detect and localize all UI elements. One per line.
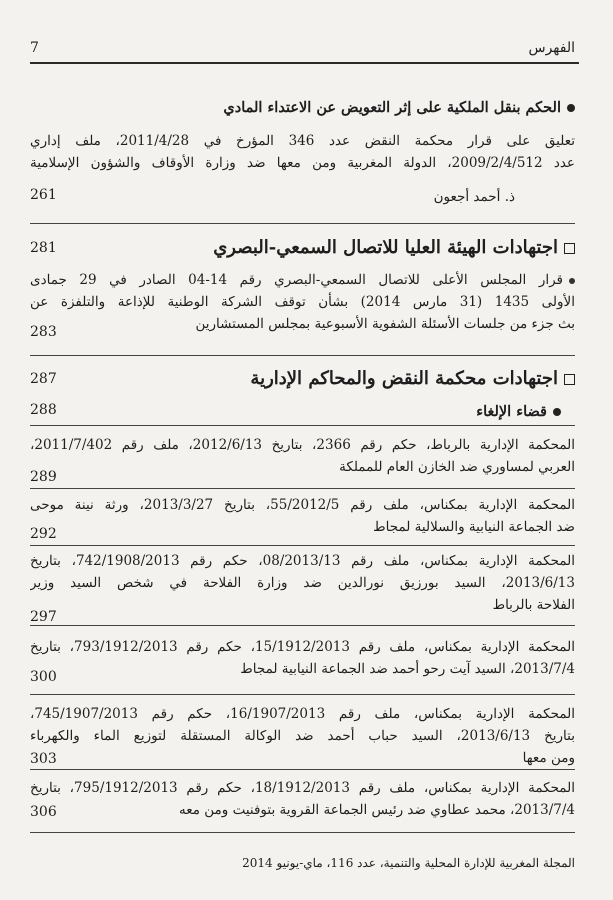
toc-section-3 — [30, 365, 575, 393]
running-title: الفهرس — [528, 40, 575, 56]
subsection-heading: قضاء الإلغاء — [30, 401, 575, 423]
page-header — [30, 36, 575, 64]
toc-entry-1 — [30, 97, 575, 119]
entry-line: الفلاحة بالرباط — [492, 597, 575, 613]
section-divider — [30, 223, 575, 224]
page-ref: 297 — [30, 609, 57, 625]
entry-divider — [30, 625, 575, 626]
page-ref: 289 — [30, 469, 57, 485]
entry-line: 2013/6/13، السيد بورزيق نورالدين ضد وزارة الفلاحة في شخص السيد وزير — [30, 575, 575, 591]
entry-heading: الحكم بنقل الملكية على إثر التعويض عن الاعتداء المادي — [30, 97, 575, 119]
page-ref: 261 — [30, 187, 57, 203]
entry-line: 2013/7/4، محمد عطاوي ضد رئيس الجماعة القروية بتوفنيت ومن معه — [178, 802, 575, 818]
journal-footer: المجلة المغربية للإدارة المحلية والتنمية، عدد 116، ماي-يونيو 2014 — [242, 856, 575, 870]
bullet-dot-icon — [553, 408, 561, 416]
page-ref: 292 — [30, 526, 57, 542]
entry-divider — [30, 769, 575, 770]
entry-line: الأولى 1435 (31 مارس 2014) بشأن توقف الشركة الوطنية للإذاعة والتلفزة عن — [30, 294, 575, 310]
entry-divider — [30, 832, 575, 833]
subsection — [30, 401, 575, 423]
toc-section-2 — [30, 234, 575, 262]
page-ref: 281 — [30, 240, 57, 256]
entry-description — [30, 130, 575, 174]
entry-line: المحكمة الإدارية بمكناس، ملف رقم 55/2012/5، بتاريخ 2013/3/27، ورثة نينة موحى — [30, 497, 575, 513]
entry-line: ومن معها — [522, 750, 575, 766]
page-ref: 300 — [30, 669, 57, 685]
entry-line: المحكمة الإدارية بمكناس، ملف رقم 08/2013/13، حكم رقم 742/1908/2013، بتاريخ — [30, 553, 575, 569]
page-ref: 288 — [30, 402, 57, 418]
entry-line: بث جزء من جلسات الأسئلة الشفوية الأسبوعية بمجلس المستشارين — [195, 316, 575, 332]
entry-divider — [30, 545, 575, 546]
page-ref: 283 — [30, 324, 57, 340]
checkbox-square-icon — [564, 374, 575, 385]
entry-divider — [30, 425, 575, 426]
case-entry — [30, 777, 575, 821]
entry-divider — [30, 488, 575, 489]
entry-line: المحكمة الإدارية بالرباط، حكم رقم 2366، بتاريخ 2012/6/13، ملف رقم 2011/7/402، — [30, 437, 575, 453]
entry-line: عدد 2009/2/4/512، الدولة المغربية ومن معها ضد وزارة الأوقاف والشؤون الإسلامية — [30, 155, 575, 171]
case-entry — [30, 494, 575, 538]
entry-line: تعليق على قرار محكمة النقض عدد 346 المؤرخ في 2011/4/28، ملف إداري — [30, 133, 575, 149]
page-ref: 287 — [30, 371, 57, 387]
entry-line: العربي لمساوري ضد الخازن العام للمملكة — [339, 459, 575, 475]
checkbox-square-icon — [564, 243, 575, 254]
case-entry — [30, 636, 575, 680]
entry-line: المحكمة الإدارية بمكناس، ملف رقم 16/1907/2013، حكم رقم 745/1907/2013، — [30, 706, 575, 722]
section-heading: اجتهادات محكمة النقض والمحاكم الإدارية — [30, 365, 575, 393]
entry-author — [30, 186, 575, 208]
case-entry — [30, 434, 575, 478]
bullet-dot-icon — [567, 104, 575, 112]
entry-description — [30, 269, 575, 335]
entry-line: ضد الجماعة النيابية والسلالية لمجاط — [373, 519, 575, 535]
header-rule — [30, 62, 579, 64]
case-entry — [30, 550, 575, 616]
entry-line: المحكمة الإدارية بمكناس، ملف رقم 18/1912/2013، حكم رقم 795/1912/2013، بتاريخ — [30, 780, 575, 796]
entry-line: 2013/7/4، السيد آيت رحو أحمد ضد الجماعة النيابية لمجاط — [240, 661, 575, 677]
case-entry — [30, 703, 575, 769]
page-ref: 306 — [30, 804, 57, 820]
entry-divider — [30, 694, 575, 695]
entry-line: بتاريخ 2013/6/13، السيد حباب أحمد ضد الوكالة المستقلة لتوزيع الماء والكهرباء — [30, 728, 575, 744]
page-number: 7 — [30, 40, 39, 56]
author-name: ذ. أحمد أجعون — [433, 189, 515, 205]
section-heading: اجتهادات الهيئة العليا للاتصال السمعي-البصري — [30, 234, 575, 262]
entry-line: المحكمة الإدارية بمكناس، ملف رقم 15/1912/2013، حكم رقم 793/1912/2013، بتاريخ — [30, 639, 575, 655]
entry-line: قرار المجلس الأعلى للاتصال السمعي-البصري رقم 14-04 الصادر في 29 جمادى — [30, 269, 575, 291]
bullet-icon — [569, 278, 575, 284]
page-ref: 303 — [30, 751, 57, 767]
section-divider — [30, 355, 575, 356]
